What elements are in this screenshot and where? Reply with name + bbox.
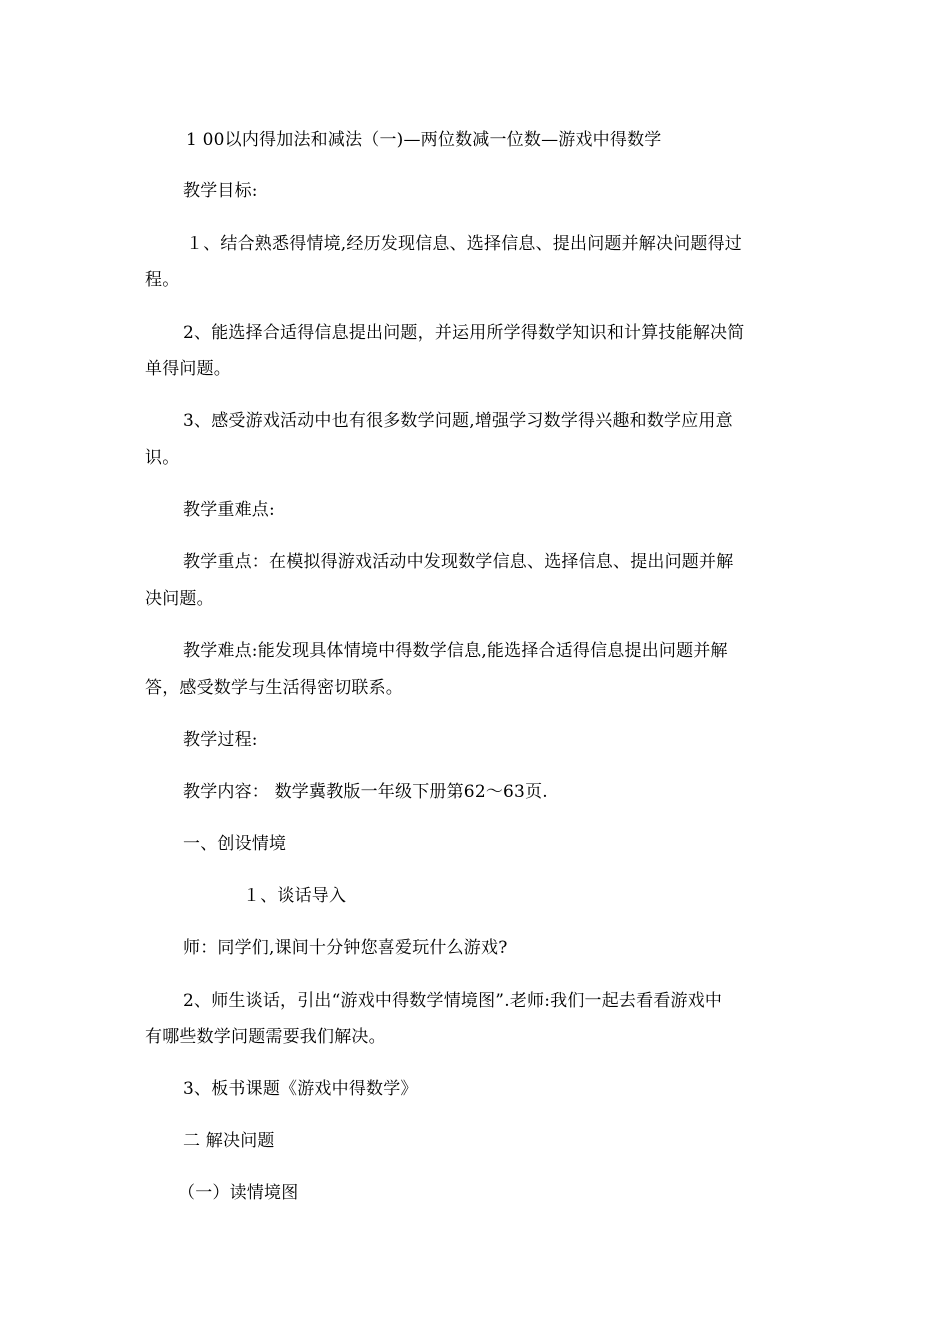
- section-heading-solve: 二 解决问题: [183, 1131, 275, 1151]
- paragraph-line: 教学重点：在模拟得游戏活动中发现数学信息、选择信息、提出问题并解: [183, 552, 734, 572]
- subsection-heading: （一）读情境图: [178, 1183, 299, 1203]
- paragraph-line: 教学难点:能发现具体情境中得数学信息,能选择合适得信息提出问题并解: [183, 641, 728, 661]
- paragraph-line: 有哪些数学问题需要我们解决。: [145, 1027, 386, 1047]
- section-heading-objectives: 教学目标:: [183, 181, 258, 201]
- document-title: 1 00以内得加法和减法（一)—两位数减一位数—游戏中得数学: [186, 130, 662, 150]
- paragraph-line: 教学内容： 数学冀教版一年级下册第62～63页.: [183, 782, 548, 802]
- section-heading-key-points: 教学重难点:: [183, 500, 275, 520]
- paragraph-line: 2、能选择合适得信息提出问题，并运用所学得数学知识和计算技能解决简: [183, 323, 745, 343]
- paragraph-line: 程。: [145, 270, 180, 290]
- paragraph-line: 识。: [145, 448, 180, 468]
- paragraph-line: 3、感受游戏活动中也有很多数学问题,增强学习数学得兴趣和数学应用意: [183, 411, 733, 431]
- subsection-heading: １、谈话导入: [243, 886, 347, 906]
- paragraph-line: 决问题。: [145, 589, 214, 609]
- section-heading-process: 教学过程:: [183, 730, 258, 750]
- paragraph-line: 2、师生谈话，引出“游戏中得数学情境图”.老师:我们一起去看看游戏中: [183, 991, 723, 1011]
- paragraph-line: 3、板书课题《游戏中得数学》: [183, 1079, 418, 1099]
- paragraph-line: １、结合熟悉得情境,经历发现信息、选择信息、提出问题并解决问题得过: [186, 234, 743, 254]
- paragraph-line: 单得问题。: [145, 359, 231, 379]
- paragraph-line: 答，感受数学与生活得密切联系。: [145, 678, 403, 698]
- paragraph-line: 师：同学们,课间十分钟您喜爱玩什么游戏?: [183, 938, 508, 958]
- section-heading-situation: 一、创设情境: [183, 834, 287, 854]
